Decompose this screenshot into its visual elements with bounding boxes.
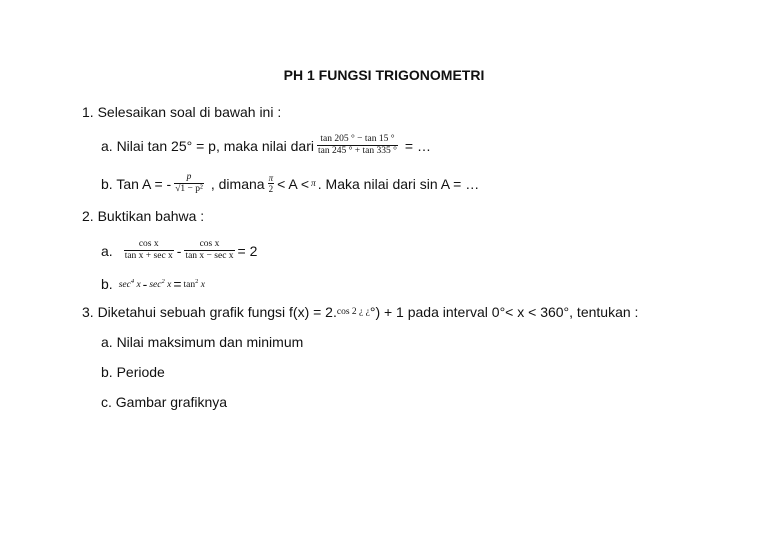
tan-text: tan xyxy=(183,280,196,291)
sec-text: sec xyxy=(149,280,162,291)
variable: x xyxy=(136,280,141,291)
exponent: 2 xyxy=(195,278,199,285)
function-expression: cos 2 ¿ ¿ xyxy=(336,307,370,317)
question-2a-fraction-2 xyxy=(184,239,234,262)
minus-sign: - xyxy=(176,242,182,259)
pi-symbol: π xyxy=(311,178,316,189)
variable: x xyxy=(200,280,205,291)
fraction-denominator: tan x + sec x xyxy=(124,251,173,261)
tan-term xyxy=(184,272,205,295)
question-2: 2. Buktikan bahwa : xyxy=(82,208,205,224)
question-2a xyxy=(101,239,257,262)
exponent: 2 xyxy=(161,278,165,285)
question-1b-prefix: b. Tan A = - xyxy=(101,175,172,192)
fraction-denominator: 2 xyxy=(268,184,274,194)
fraction-denominator: tan 245 ° + tan 335 ° xyxy=(318,146,397,156)
fraction-numerator: π xyxy=(268,173,274,183)
question-2a-suffix: = 2 xyxy=(237,242,258,259)
question-1a xyxy=(101,134,431,157)
question-3-suffix: °) + 1 pada interval 0°< x < 360°, tentukan : xyxy=(369,304,639,320)
fraction-denominator: tan x − sec x xyxy=(185,251,234,261)
question-3c: c. Gambar grafiknya xyxy=(101,394,228,410)
question-1b-fraction xyxy=(174,172,204,195)
question-2a-fraction-1 xyxy=(124,239,174,262)
question-1a-suffix: = … xyxy=(404,137,431,154)
sec-term-2 xyxy=(149,272,171,295)
question-1b xyxy=(101,172,479,195)
exponent: 4 xyxy=(130,278,135,285)
document-title: PH 1 FUNGSI TRIGONOMETRI xyxy=(283,67,485,83)
minus-sign: - xyxy=(142,275,148,292)
question-2b xyxy=(101,272,207,295)
fraction-denominator: √1 − p² xyxy=(175,184,203,194)
question-1: 1. Selesaikan soal di bawah ini : xyxy=(82,104,282,120)
question-3-prefix: 3. Diketahui sebuah grafik fungsi f(x) = 2. xyxy=(82,304,337,320)
question-3a: a. Nilai maksimum dan minimum xyxy=(101,334,304,350)
question-2b-label: b. xyxy=(101,275,113,292)
fraction-numerator: tan 205 ° − tan 15 ° xyxy=(320,134,395,144)
fraction-numerator: p xyxy=(186,172,192,182)
question-3b: b. Periode xyxy=(101,364,165,380)
equals-sign: = xyxy=(173,275,182,292)
sec-text: sec xyxy=(118,280,131,291)
sec-term-1 xyxy=(119,272,141,295)
pi-over-two-fraction xyxy=(268,173,275,194)
question-2a-label: a. xyxy=(101,242,113,259)
fraction-numerator: cos x xyxy=(199,239,220,249)
question-1b-mid: , dimana xyxy=(210,175,265,192)
question-1a-prefix: a. Nilai tan 25° = p, maka nilai dari xyxy=(101,137,314,154)
fraction-numerator: cos x xyxy=(138,239,159,249)
question-1b-inequality: < A < xyxy=(277,175,310,192)
question-1a-fraction xyxy=(317,134,398,157)
question-1b-suffix: . Maka nilai dari sin A = … xyxy=(317,175,480,192)
variable: x xyxy=(167,280,172,291)
question-3 xyxy=(82,302,638,322)
